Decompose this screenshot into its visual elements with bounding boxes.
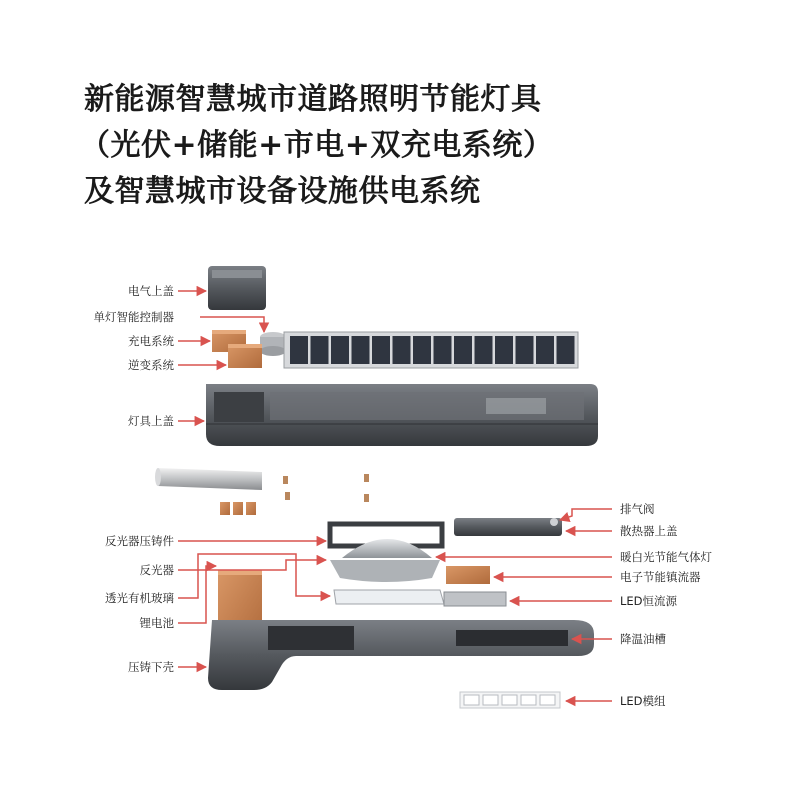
ballast-part [446, 566, 490, 584]
led-module-part [460, 692, 560, 708]
led-cell [502, 695, 517, 705]
solar-cell [536, 336, 554, 364]
solar-cell [475, 336, 493, 364]
solar-cell [331, 336, 349, 364]
label-charging-system: 充电系统 [128, 334, 174, 348]
label-reflector: 反光器 [139, 563, 174, 577]
label-led-module: LED模组 [620, 694, 666, 708]
title-line-1: 新能源智慧城市道路照明节能灯具 [84, 82, 542, 117]
solar-cell [372, 336, 390, 364]
label-inverter-system: 逆变系统 [128, 358, 174, 372]
label-cooling-oil-tank: 降温油槽 [620, 632, 666, 646]
title-line-3: 及智慧城市设备设施供电系统 [84, 174, 481, 209]
controller-part [260, 332, 286, 356]
label-ballast: 电子节能镇流器 [620, 570, 701, 584]
solar-cell [557, 336, 575, 364]
title-line-2: （光伏+储能+市电+双充电系统） [80, 128, 554, 163]
solar-panel-part [284, 332, 578, 368]
solar-cell [290, 336, 308, 364]
solar-cell [454, 336, 472, 364]
label-bottom-shell: 压铸下壳 [128, 660, 174, 674]
solar-cell [352, 336, 370, 364]
led-cell [521, 695, 536, 705]
led-cell [464, 695, 479, 705]
label-acrylic: 透光有机玻璃 [105, 591, 174, 605]
led-cell [483, 695, 498, 705]
solar-cell [413, 336, 431, 364]
leader-arrow [178, 560, 326, 570]
label-heatsink-cover: 散热器上盖 [620, 524, 678, 538]
tube-lamp-part [155, 468, 262, 490]
lamp-top-cover-part [206, 384, 598, 446]
solar-cell [495, 336, 513, 364]
label-battery: 锂电池 [139, 616, 174, 630]
label-electrical-cover: 电气上盖 [128, 284, 174, 298]
leader-arrow [178, 566, 216, 623]
solar-cell [393, 336, 411, 364]
leader-arrow [560, 509, 612, 520]
inverter-system-part [228, 344, 262, 368]
label-gas-lamp: 暖白光节能气体灯 [620, 550, 712, 564]
bottom-shell-part [208, 620, 594, 690]
acrylic-cover-part [334, 590, 444, 604]
heatsink-cover-part [454, 518, 562, 536]
electrical-cover-part [208, 266, 266, 310]
label-controller: 单灯智能控制器 [93, 310, 174, 324]
label-lamp-top-cover: 灯具上盖 [128, 414, 174, 428]
label-led-driver: LED恒流源 [620, 594, 678, 608]
led-driver-part [444, 592, 506, 606]
label-reflector-frame: 反光器压铸件 [105, 534, 174, 548]
solar-cell [516, 336, 534, 364]
solar-cell [311, 336, 329, 364]
solar-cell [434, 336, 452, 364]
label-vent-valve: 排气阀 [620, 502, 655, 516]
leader-arrow [200, 317, 264, 332]
led-cell [540, 695, 555, 705]
